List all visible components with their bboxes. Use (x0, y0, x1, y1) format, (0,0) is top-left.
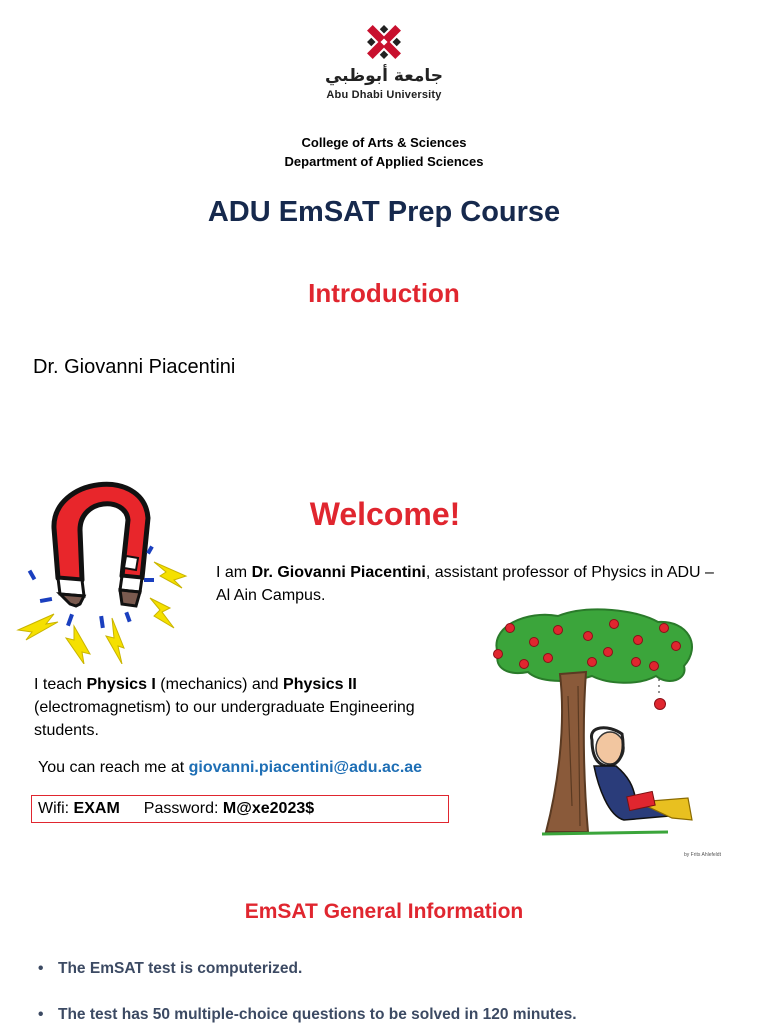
teaching-text: (electromagnetism) to our undergraduate Engineering students. (34, 699, 415, 739)
section-title: Introduction (308, 278, 460, 308)
teaching-text: (mechanics) and (155, 676, 284, 693)
teaching-paragraph (34, 673, 474, 742)
apple-tree-icon (488, 606, 720, 846)
intro-paragraph (216, 561, 716, 607)
intro-name: Dr. Giovanni Piacentini (251, 564, 426, 581)
course-physics-1: Physics I (86, 676, 156, 693)
list-item (38, 1006, 577, 1024)
contact-paragraph (38, 756, 478, 779)
email-link[interactable]: giovanni.piacentini@adu.ac.ae (188, 759, 423, 776)
intro-text-suffix: , assistant professor of Physics in ADU – Al Ain Campus. (216, 564, 714, 604)
course-physics-2: Physics II (283, 676, 357, 693)
magnet-icon (14, 458, 190, 664)
wifi-password: M@xe2023$ (222, 800, 315, 817)
list-item-text: The test has 50 multiple-choice questions to be solved in 120 minutes. (58, 1006, 577, 1023)
bullet-icon: • (38, 960, 44, 977)
teaching-text: I teach (34, 676, 87, 693)
list-item (38, 960, 302, 978)
college-block (0, 133, 768, 171)
instructor-name: Dr. Giovanni Piacentini (33, 356, 236, 378)
contact-text: You can reach me at (38, 759, 189, 776)
adu-logo-icon (362, 20, 406, 64)
course-title: ADU EmSAT Prep Course (207, 196, 561, 228)
wifi-label: Wifi: (38, 800, 74, 817)
wifi-info-box (31, 795, 449, 823)
university-name-arabic: جامعة أبوظبي (324, 66, 443, 86)
wifi-network: EXAM (73, 800, 120, 817)
info-section-title: EmSAT General Information (244, 900, 524, 923)
bullet-icon: • (38, 1006, 44, 1023)
intro-text: I am (216, 564, 252, 581)
university-name-english: Abu Dhabi University (326, 89, 442, 101)
illustration-credit: by Frits Ahlefeldt (684, 852, 721, 858)
list-item-text: The EmSAT test is computerized. (58, 960, 303, 977)
welcome-heading: Welcome! (309, 496, 461, 532)
department-name: Department of Applied Sciences (284, 154, 484, 169)
college-name: College of Arts & Sciences (301, 135, 467, 150)
password-label: Password: (143, 800, 223, 817)
